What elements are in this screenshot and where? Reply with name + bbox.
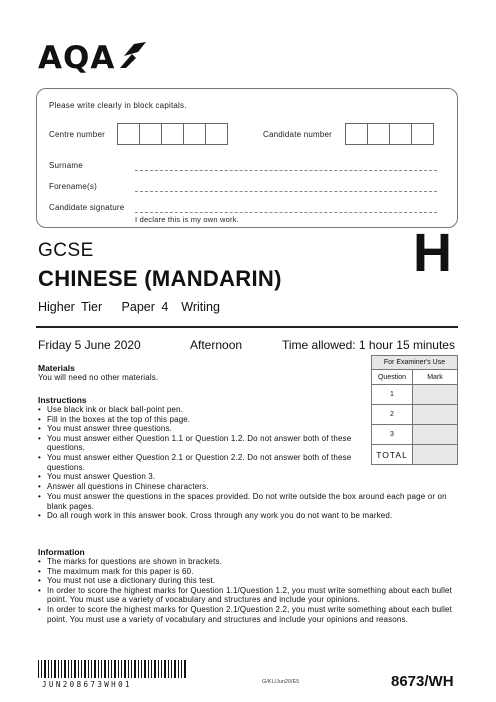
table-row — [372, 445, 458, 465]
exam-date: Friday 5 June 2020 — [38, 338, 141, 352]
signature-field[interactable] — [135, 212, 437, 213]
job-code: G/KL/Jun20/E5 — [262, 679, 300, 685]
barcode-bar — [148, 660, 149, 678]
list-item: • Answer all questions in Chinese characters. — [38, 482, 360, 492]
barcode-bar — [111, 660, 112, 678]
barcode-bar — [134, 660, 136, 678]
list-item: • Fill in the boxes at the top of this page. — [38, 415, 360, 425]
digit-box[interactable] — [161, 123, 184, 145]
list-item: • You must answer either Question 1.1 or Question 1.2. Do not answer both of these questions. — [38, 434, 360, 453]
digit-box[interactable] — [367, 123, 390, 145]
barcode-bar — [74, 660, 76, 678]
digit-box[interactable] — [389, 123, 412, 145]
digit-box[interactable] — [117, 123, 140, 145]
block-capitals-instruction: Please write clearly in block capitals. — [49, 101, 187, 110]
table-row — [372, 405, 458, 425]
logo-swoosh-icon — [118, 40, 148, 70]
barcode-bar — [91, 660, 92, 678]
barcode-bar — [81, 660, 82, 678]
barcode-bar — [171, 660, 172, 678]
digit-box[interactable] — [205, 123, 228, 145]
barcode-bar — [51, 660, 52, 678]
list-item: • You must answer three questions. — [38, 424, 360, 434]
barcode-bar — [138, 660, 139, 678]
total-label: TOTAL — [372, 445, 413, 465]
logo-text: AQA — [38, 40, 116, 76]
barcode-bar — [104, 660, 106, 678]
surname-field[interactable] — [135, 170, 437, 171]
barcode-bar — [144, 660, 146, 678]
barcode-bar — [101, 660, 102, 678]
instructions-list-wide — [38, 492, 458, 521]
mark-cell — [413, 425, 458, 445]
qualification-title: GCSE — [38, 240, 94, 261]
mark-cell — [413, 385, 458, 405]
surname-label: Surname — [49, 161, 83, 170]
candidate-number-label: Candidate number — [263, 130, 333, 139]
barcode-bar — [141, 660, 142, 678]
subject-title: CHINESE (MANDARIN) — [38, 266, 282, 291]
header-divider — [36, 326, 458, 328]
barcode-bar — [58, 660, 59, 678]
barcode-bar — [178, 660, 179, 678]
barcode-bar — [98, 660, 99, 678]
tier-letter: H — [413, 223, 452, 283]
barcode-icon — [38, 660, 190, 678]
question-number: 2 — [372, 405, 413, 425]
barcode-bar — [88, 660, 89, 678]
barcode-bar — [44, 660, 46, 678]
list-item: • Use black ink or black ball-point pen. — [38, 405, 360, 415]
materials-heading: Materials — [38, 363, 75, 373]
barcode-bar — [174, 660, 176, 678]
materials-text: You will need no other materials. — [38, 373, 159, 382]
list-item: • Do all rough work in this answer book. Cross through any work you do not want to be marked. — [38, 511, 458, 521]
barcode-bar — [164, 660, 166, 678]
mark-cell — [413, 405, 458, 425]
barcode-bar — [48, 660, 49, 678]
declaration-text: I declare this is my own work. — [135, 215, 239, 224]
list-item: • You must not use a dictionary during this test. — [38, 576, 458, 586]
barcode-bar — [151, 660, 152, 678]
exam-session: Afternoon — [190, 338, 243, 352]
barcode-bar — [118, 660, 119, 678]
table-row — [372, 425, 458, 445]
barcode-bar — [84, 660, 86, 678]
list-item: • The marks for questions are shown in brackets. — [38, 557, 458, 567]
mark-column-header: Mark — [413, 370, 458, 385]
barcode-text: JUN208673WH01 — [42, 680, 132, 689]
barcode-bar — [131, 660, 132, 678]
barcode-bar — [128, 660, 129, 678]
list-item: • You must answer either Question 2.1 or Question 2.2. Do not answer both of these questions. — [38, 453, 360, 472]
candidate-number-boxes[interactable] — [345, 123, 433, 145]
barcode-bar — [64, 660, 66, 678]
aqa-logo — [38, 40, 148, 76]
question-column-header: Question — [372, 370, 413, 385]
barcode-bar — [184, 660, 186, 678]
barcode-bar — [154, 660, 156, 678]
barcode-bar — [78, 660, 79, 678]
time-allowed: Time allowed: 1 hour 15 minutes — [282, 338, 455, 352]
list-item: • You must answer Question 3. — [38, 472, 360, 482]
barcode-bar — [54, 660, 56, 678]
barcode-bar — [168, 660, 169, 678]
barcode-bar — [114, 660, 116, 678]
list-item: • You must answer the questions in the spaces provided. Do not write outside the box around each page or on blank pages. — [38, 492, 458, 511]
information-list — [38, 557, 458, 624]
barcode-bar — [38, 660, 39, 678]
forenames-field[interactable] — [135, 191, 437, 192]
table-row — [372, 385, 458, 405]
digit-box[interactable] — [183, 123, 206, 145]
barcode-bar — [61, 660, 62, 678]
information-heading: Information — [38, 547, 85, 557]
question-number: 3 — [372, 425, 413, 445]
signature-label: Candidate signature — [49, 203, 125, 212]
instructions-list — [38, 405, 360, 491]
barcode-bar — [108, 660, 109, 678]
digit-box[interactable] — [345, 123, 368, 145]
barcode-bar — [181, 660, 182, 678]
centre-number-label: Centre number — [49, 130, 105, 139]
barcode-bar — [124, 660, 126, 678]
tier-paper-label: Higher Tier Paper 4 Writing — [38, 300, 220, 314]
digit-box[interactable] — [411, 123, 434, 145]
barcode-bar — [161, 660, 162, 678]
examiner-use-table — [371, 355, 458, 465]
list-item: • In order to score the highest marks for Question 1.1/Question 1.2, you must write something about each bullet point. You must use a variety of vocabulary and structures and include your opinions. — [38, 586, 458, 605]
examiner-table-title: For Examiner's Use — [372, 356, 458, 370]
list-item: • In order to score the highest marks for Question 2.1/Question 2.2, you must write something about each bullet point. You must use a variety of vocabulary and structures and include your opinions and reasons. — [38, 605, 458, 624]
paper-code: 8673/WH — [391, 673, 454, 690]
barcode-bar — [158, 660, 159, 678]
instructions-heading: Instructions — [38, 395, 87, 405]
barcode-bar — [68, 660, 69, 678]
candidate-details-box — [36, 88, 458, 228]
barcode-bar — [41, 660, 42, 678]
total-mark-cell — [413, 445, 458, 465]
centre-number-boxes[interactable] — [117, 123, 227, 145]
list-item: • The maximum mark for this paper is 60. — [38, 567, 458, 577]
digit-box[interactable] — [139, 123, 162, 145]
barcode-bar — [94, 660, 96, 678]
forenames-label: Forename(s) — [49, 182, 97, 191]
barcode-bar — [71, 660, 72, 678]
barcode-bar — [121, 660, 122, 678]
question-number: 1 — [372, 385, 413, 405]
